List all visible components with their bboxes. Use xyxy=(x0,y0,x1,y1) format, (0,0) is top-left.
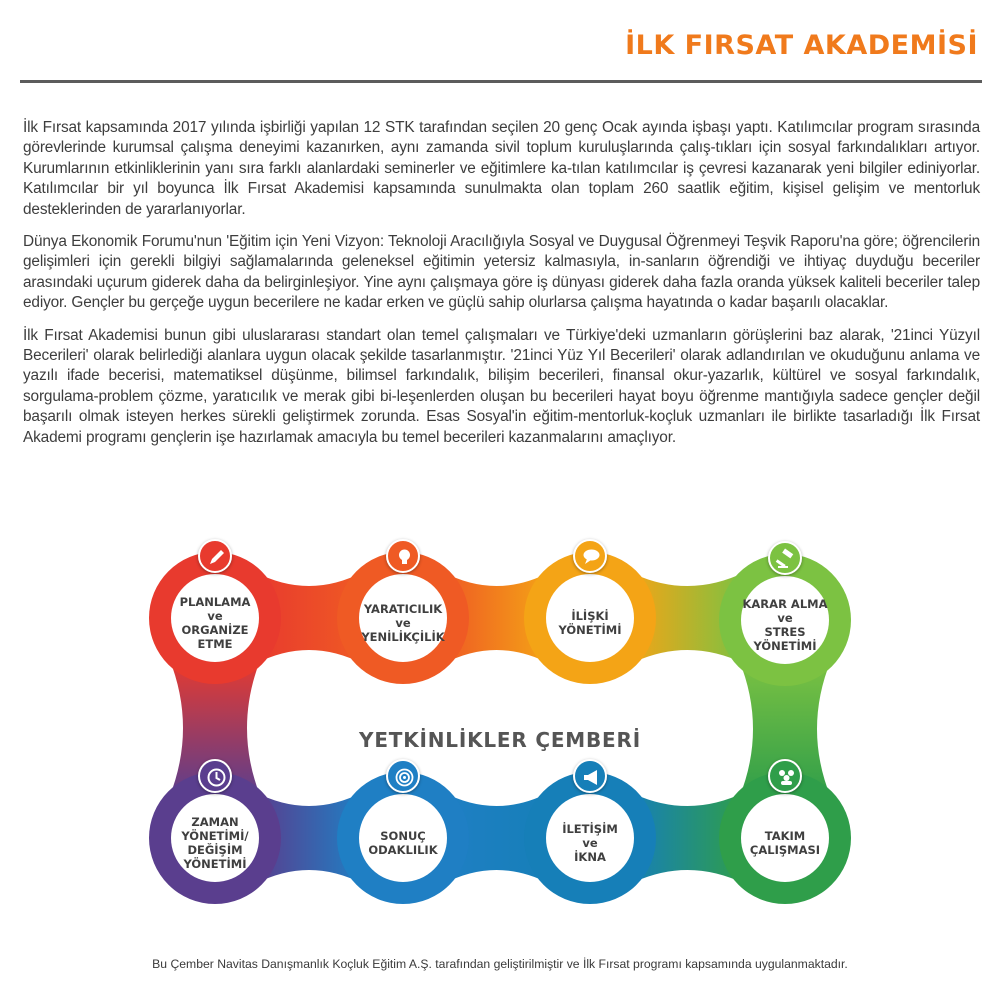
footnote: Bu Çember Navitas Danışmanlık Koçluk Eğitim A.Ş. tarafından geliştirilmiştir ve İlk Fırsat programı kapsamında uygulanmaktadır. xyxy=(152,957,848,971)
paragraph-2: Dünya Ekonomik Forumu'nun 'Eğitim için Yeni Vizyon: Teknoloji Aracılığıyla Sosyal ve Duygusal Öğrenmeyi Teşvik Raporu'na göre; öğrencilerin gelişimleri için gerekli bilgiyi sağlamalarında geleneksel eğitimin yetersiz kalmasıyla, in-sanların öğrendiği ve ihtiyaç duyduğu beceriler arasındaki uçurum giderek daha da belirginleşiyor. Yine aynı çalışmaya göre iş dünyası giderek daha fazla oranda yüksek kaliteli beceriler talep ediyor. Gençler bu gerçeğe uygun becerilere ne kadar erken ve güçlü sahip olurlarsa çalışma hayatında o kadar başarılı olacaklar. xyxy=(23,233,980,312)
competency-label: İLETİŞİM ve İKNA xyxy=(562,822,618,864)
megaphone-icon xyxy=(573,759,607,793)
competency-label: PLANLAMA ve ORGANİZE ETME xyxy=(179,595,251,651)
page-title: İLK FIRSAT AKADEMİSİ xyxy=(625,30,978,61)
competency-circle-diagram xyxy=(0,540,1000,945)
clock-icon xyxy=(198,759,232,793)
speech-bubble-icon xyxy=(573,539,607,573)
paragraph-1: İlk Fırsat kapsamında 2017 yılında işbirliği yapılan 12 STK tarafından seçilen 20 genç Ocak ayında işbaşı yaptı. Katılımcılar program sırasında görevlerinde kurumsal çalışma deneyimi kazanırken, aynı zamanda sivil toplum kuruluşlarında çalış-tıkları için sosyal farkındalıkları artıyor. Kurumlarının etkinliklerinin yanı sıra farklı alanlardaki seminerler ve eğitimlere ka-tılan katılımcılar iş çevresi kazanarak yeni bilgiler ediniyorlar. Katılımcılar bir yıl boyunca İlk Fırsat Akademisi kapsamında sunulmakta olan toplam 260 saatlik eğitim, kişisel gelişim ve mentorluk desteklerinden de yararlanıyorlar. xyxy=(23,119,980,218)
competency-label: ZAMAN YÖNETİMİ/ DEĞİŞİM YÖNETİMİ xyxy=(181,815,249,871)
lightbulb-icon xyxy=(386,539,420,573)
diagram-title: YETKİNLİKLER ÇEMBERİ xyxy=(359,728,641,752)
competency-label: YARATICILIK ve YENİLİKÇİLİK xyxy=(361,602,445,644)
pencil-icon xyxy=(198,539,232,573)
title-divider xyxy=(20,80,982,83)
team-icon xyxy=(768,759,802,793)
paragraph-3: İlk Fırsat Akademisi bunun gibi uluslararası standart olan temel çalışmaları ve Türkiye'deki uzmanların görüşlerini baz alarak, '21inci Yüzyıl Becerileri' olarak belirlediği alanlara uygun olacak şekilde tasarlanmıştır. '21inci Yüz Yıl Becerileri' olarak adlandırılan ve okuduğunu anlama ve yazılı ifade becerisi, matematiksel düşünme, bilimsel farkındalık, bilişim becerileri, finansal okur-yazarlık, kültürel ve sosyal farkındalık, sorgulama-problem çözme, yaratıcılık ve merak gibi bi-leşenlerden oluşan bu becerileri hayat boyu öğrenme mantığıyla sadece gençler değil başarılı olmak isteyen herkes sürekli geliştirmek zorunda. Esas Sosyal'in eğitim-mentorluk-koçluk uzmanları ile birlikte tasarladığı İlk Fırsat Akademi programı gençlerin işe hazırlamak amacıyla bu temel becerileri kazanmalarını amaçlıyor. xyxy=(23,326,980,446)
competency-label: KARAR ALMA ve STRES YÖNETİMİ xyxy=(742,597,828,653)
article-body xyxy=(23,118,980,460)
target-icon xyxy=(386,759,420,793)
competency-label: SONUÇ ODAKLILIK xyxy=(368,829,438,857)
competency-label: TAKIM ÇALIŞMASI xyxy=(749,829,821,857)
gavel-icon xyxy=(768,541,802,575)
competency-label: İLİŞKİ YÖNETİMİ xyxy=(558,609,622,637)
